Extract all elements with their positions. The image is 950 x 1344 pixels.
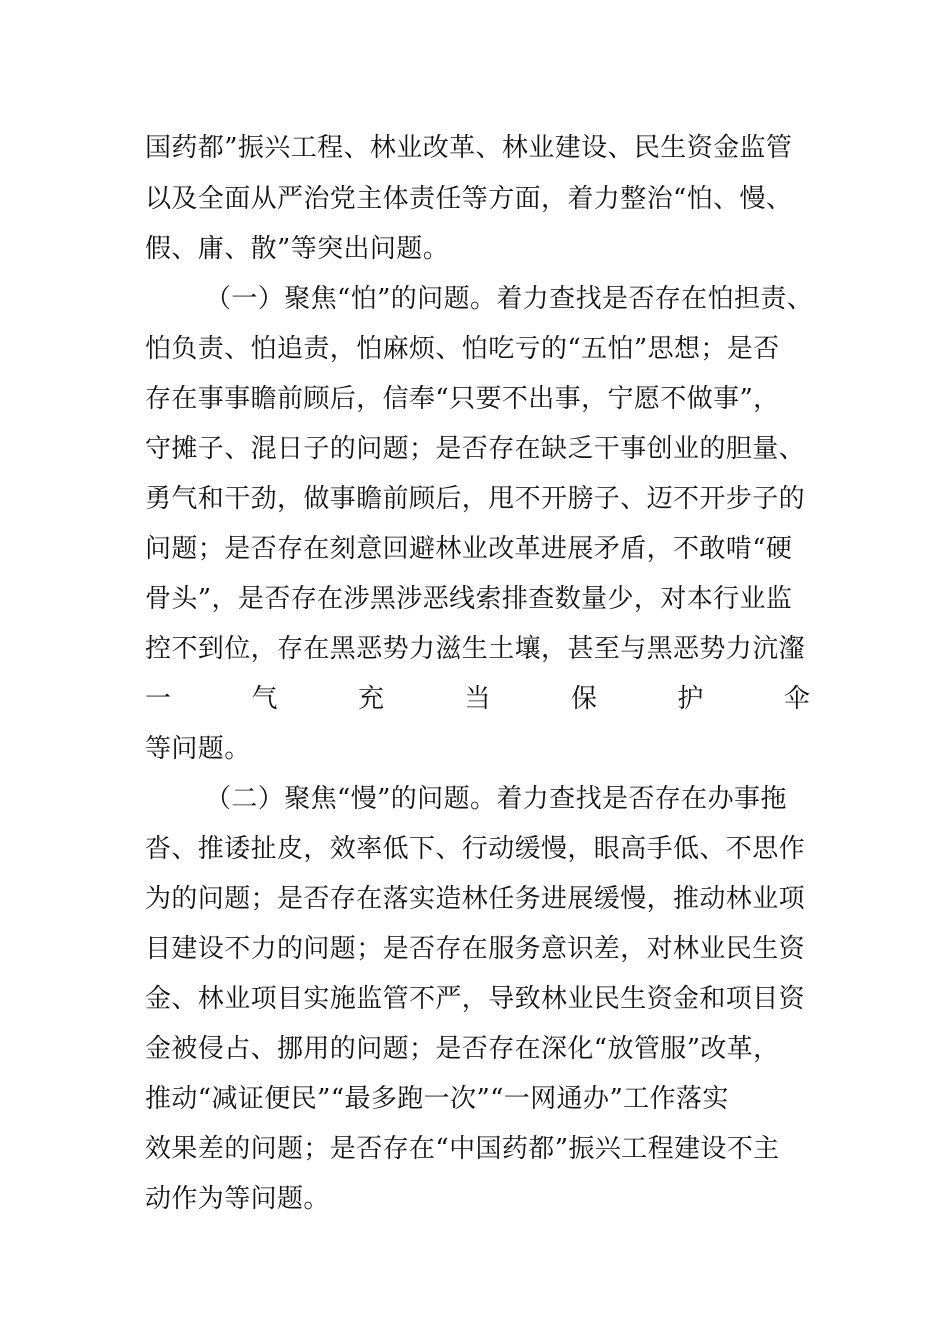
- spread-char-3: 充: [357, 684, 384, 714]
- text-line-14: 沓、推诿扯皮，效率低下、行动缓慢，眼高手低、不思作: [145, 834, 806, 864]
- text-line-18: 金被侵占、挪用的问题；是否存在深化“放管服”改革，: [145, 1034, 780, 1064]
- spread-char-1: 一: [145, 684, 172, 714]
- spread-char-2: 气: [251, 684, 278, 714]
- text-line-15: 为的问题；是否存在落实造林任务进展缓慢，推动林业项: [145, 884, 806, 914]
- text-line-19: 推动“减证便民”“最多跑一次”“一网通办”工作落实: [145, 1084, 729, 1114]
- spread-char-4: 当: [464, 684, 491, 714]
- text-line-2: 以及全面从严治党主体责任等方面，着力整治“怕、慢、: [145, 184, 793, 214]
- paragraph-1-start: （一）聚焦“怕”的问题。着力查找是否存在怕担责、: [205, 284, 814, 314]
- text-line-11: 控不到位，存在黑恶势力滋生土壤，甚至与黑恶势力沆瀣: [145, 634, 806, 664]
- text-line-16: 目建设不力的问题；是否存在服务意识差，对林业民生资: [145, 934, 806, 964]
- text-line-8: 勇气和干劲，做事瞻前顾后，甩不开膀子、迈不开步子的: [145, 484, 806, 514]
- text-line-6: 存在事事瞻前顾后，信奉“只要不出事，宁愿不做事”，: [145, 384, 780, 414]
- text-line-10: 骨头”，是否存在涉黑涉恶线索排查数量少，对本行业监: [145, 584, 793, 614]
- text-line-7: 守摊子、混日子的问题；是否存在缺乏干事创业的胆量、: [145, 434, 806, 464]
- text-line-21: 动作为等问题。: [145, 1184, 330, 1214]
- text-line-1: 国药都”振兴工程、林业改革、林业建设、民生资金监管: [145, 133, 793, 163]
- spread-char-5: 保: [570, 684, 597, 714]
- text-line-5: 怕负责、怕追责，怕麻烦、怕吃亏的“五怕”思想；是否: [145, 334, 780, 364]
- text-line-17: 金、林业项目实施监管不严，导致林业民生资金和项目资: [145, 984, 806, 1014]
- text-line-20: 效果差的问题；是否存在“中国药都”振兴工程建设不主: [145, 1134, 780, 1164]
- text-line-12: 等问题。: [145, 734, 251, 764]
- text-line-3: 假、庸、散”等突出问题。: [145, 234, 450, 264]
- paragraph-2-start: （二）聚焦“慢”的问题。着力查找是否存在办事拖: [205, 784, 787, 814]
- spread-char-7: 伞: [783, 684, 810, 714]
- text-line-9: 问题；是否存在刻意回避林业改革进展矛盾，不敢啃“硬: [145, 534, 793, 564]
- spread-char-6: 护: [677, 684, 704, 714]
- spread-text-line: [145, 684, 810, 714]
